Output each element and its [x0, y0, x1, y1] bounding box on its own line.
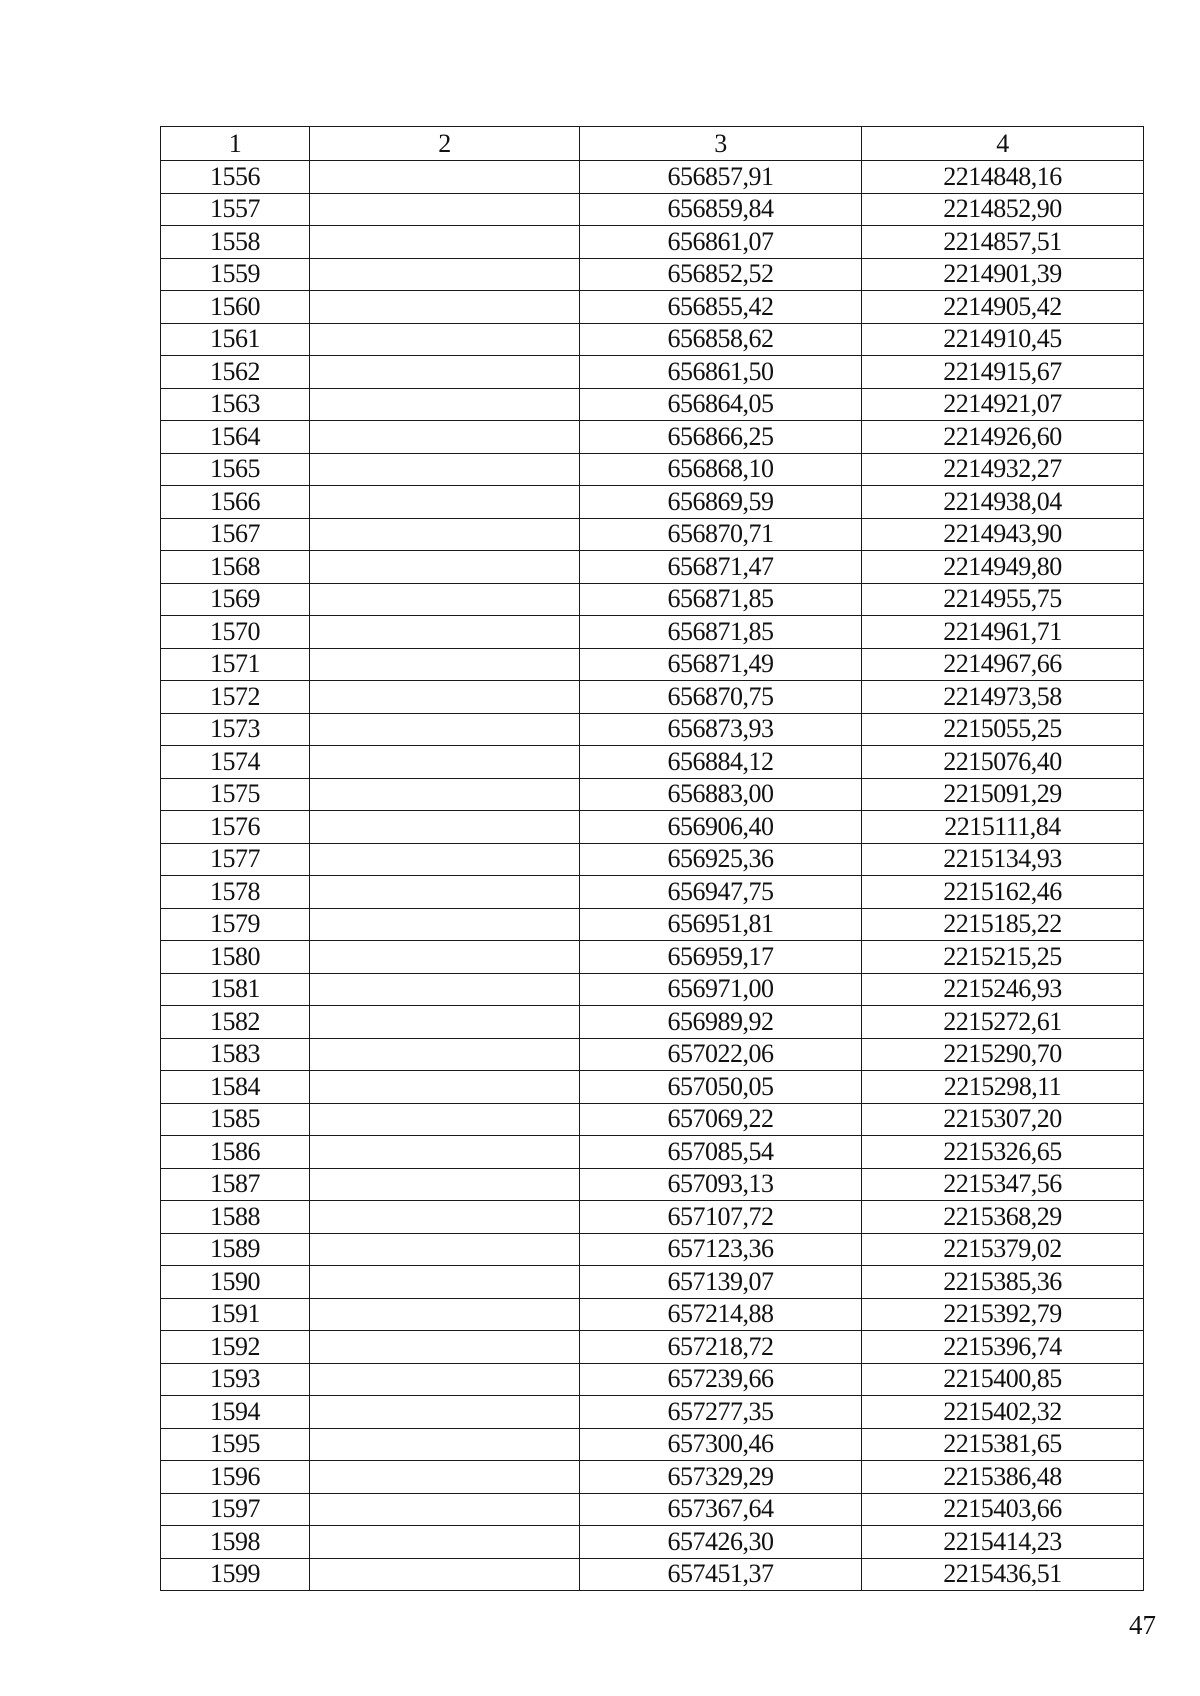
description-cell [310, 746, 580, 779]
x-coordinate-cell: 656861,50 [580, 356, 862, 389]
description-cell [310, 1558, 580, 1591]
column-header-3: 3 [580, 127, 862, 161]
point-number-cell: 1556 [161, 161, 310, 194]
table-row [161, 258, 1144, 291]
description-cell [310, 616, 580, 649]
x-coordinate-cell: 657022,06 [580, 1038, 862, 1071]
point-number-cell: 1575 [161, 778, 310, 811]
x-coordinate-cell: 657426,30 [580, 1526, 862, 1559]
x-coordinate-cell: 656855,42 [580, 291, 862, 324]
point-number-cell: 1572 [161, 681, 310, 714]
description-cell [310, 486, 580, 519]
x-coordinate-cell: 657367,64 [580, 1493, 862, 1526]
y-coordinate-cell: 2214901,39 [862, 258, 1144, 291]
x-coordinate-cell: 657093,13 [580, 1168, 862, 1201]
point-number-cell: 1566 [161, 486, 310, 519]
y-coordinate-cell: 2215215,25 [862, 941, 1144, 974]
table-row [161, 1493, 1144, 1526]
table-row [161, 843, 1144, 876]
description-cell [310, 421, 580, 454]
x-coordinate-cell: 656947,75 [580, 876, 862, 909]
description-cell [310, 583, 580, 616]
description-cell [310, 161, 580, 194]
table-row [161, 421, 1144, 454]
x-coordinate-cell: 657069,22 [580, 1103, 862, 1136]
point-number-cell: 1580 [161, 941, 310, 974]
y-coordinate-cell: 2215386,48 [862, 1461, 1144, 1494]
point-number-cell: 1590 [161, 1266, 310, 1299]
description-cell [310, 388, 580, 421]
point-number-cell: 1576 [161, 811, 310, 844]
y-coordinate-cell: 2214961,71 [862, 616, 1144, 649]
x-coordinate-cell: 657214,88 [580, 1298, 862, 1331]
description-cell [310, 291, 580, 324]
y-coordinate-cell: 2214926,60 [862, 421, 1144, 454]
point-number-cell: 1595 [161, 1428, 310, 1461]
x-coordinate-cell: 656971,00 [580, 973, 862, 1006]
page-number: 47 [1129, 1610, 1156, 1640]
point-number-cell: 1593 [161, 1363, 310, 1396]
x-coordinate-cell: 656925,36 [580, 843, 862, 876]
y-coordinate-cell: 2214943,90 [862, 518, 1144, 551]
point-number-cell: 1599 [161, 1558, 310, 1591]
y-coordinate-cell: 2215368,29 [862, 1201, 1144, 1234]
table-row [161, 583, 1144, 616]
x-coordinate-cell: 656858,62 [580, 323, 862, 356]
y-coordinate-cell: 2214955,75 [862, 583, 1144, 616]
x-coordinate-cell: 656864,05 [580, 388, 862, 421]
y-coordinate-cell: 2215402,32 [862, 1396, 1144, 1429]
description-cell [310, 1363, 580, 1396]
x-coordinate-cell: 656871,47 [580, 551, 862, 584]
table-row [161, 648, 1144, 681]
y-coordinate-cell: 2215326,65 [862, 1136, 1144, 1169]
x-coordinate-cell: 656859,84 [580, 193, 862, 226]
description-cell [310, 1298, 580, 1331]
table-row [161, 1331, 1144, 1364]
description-cell [310, 193, 580, 226]
description-cell [310, 323, 580, 356]
description-cell [310, 811, 580, 844]
table-row [161, 941, 1144, 974]
description-cell [310, 356, 580, 389]
description-cell [310, 1461, 580, 1494]
y-coordinate-cell: 2214949,80 [862, 551, 1144, 584]
point-number-cell: 1569 [161, 583, 310, 616]
y-coordinate-cell: 2215414,23 [862, 1526, 1144, 1559]
description-cell [310, 1103, 580, 1136]
point-number-cell: 1563 [161, 388, 310, 421]
table-row [161, 1298, 1144, 1331]
point-number-cell: 1586 [161, 1136, 310, 1169]
table-row [161, 811, 1144, 844]
description-cell [310, 1201, 580, 1234]
point-number-cell: 1557 [161, 193, 310, 226]
description-cell [310, 713, 580, 746]
x-coordinate-cell: 656883,00 [580, 778, 862, 811]
point-number-cell: 1561 [161, 323, 310, 356]
x-coordinate-cell: 656871,85 [580, 583, 862, 616]
point-number-cell: 1592 [161, 1331, 310, 1364]
table-row [161, 908, 1144, 941]
x-coordinate-cell: 656871,49 [580, 648, 862, 681]
point-number-cell: 1583 [161, 1038, 310, 1071]
x-coordinate-cell: 656870,71 [580, 518, 862, 551]
point-number-cell: 1578 [161, 876, 310, 909]
description-cell [310, 551, 580, 584]
x-coordinate-cell: 657451,37 [580, 1558, 862, 1591]
x-coordinate-cell: 656852,52 [580, 258, 862, 291]
x-coordinate-cell: 656866,25 [580, 421, 862, 454]
description-cell [310, 681, 580, 714]
point-number-cell: 1584 [161, 1071, 310, 1104]
y-coordinate-cell: 2215307,20 [862, 1103, 1144, 1136]
table-row [161, 486, 1144, 519]
description-cell [310, 1038, 580, 1071]
x-coordinate-cell: 657107,72 [580, 1201, 862, 1234]
table-row [161, 518, 1144, 551]
y-coordinate-cell: 2214852,90 [862, 193, 1144, 226]
y-coordinate-cell: 2215076,40 [862, 746, 1144, 779]
y-coordinate-cell: 2215246,93 [862, 973, 1144, 1006]
table-body [161, 161, 1144, 1591]
column-header-4: 4 [862, 127, 1144, 161]
table-row [161, 1006, 1144, 1039]
column-header-2: 2 [310, 127, 580, 161]
y-coordinate-cell: 2214848,16 [862, 161, 1144, 194]
description-cell [310, 941, 580, 974]
description-cell [310, 648, 580, 681]
table-row [161, 291, 1144, 324]
y-coordinate-cell: 2215055,25 [862, 713, 1144, 746]
description-cell [310, 908, 580, 941]
x-coordinate-cell: 656869,59 [580, 486, 862, 519]
y-coordinate-cell: 2215400,85 [862, 1363, 1144, 1396]
y-coordinate-cell: 2214857,51 [862, 226, 1144, 259]
description-cell [310, 1266, 580, 1299]
y-coordinate-cell: 2214938,04 [862, 486, 1144, 519]
x-coordinate-cell: 656871,85 [580, 616, 862, 649]
description-cell [310, 1233, 580, 1266]
description-cell [310, 1526, 580, 1559]
table-row [161, 1103, 1144, 1136]
point-number-cell: 1558 [161, 226, 310, 259]
table-row [161, 1558, 1144, 1591]
table-row [161, 616, 1144, 649]
x-coordinate-cell: 656906,40 [580, 811, 862, 844]
point-number-cell: 1582 [161, 1006, 310, 1039]
y-coordinate-cell: 2215111,84 [862, 811, 1144, 844]
table-row [161, 388, 1144, 421]
x-coordinate-cell: 657239,66 [580, 1363, 862, 1396]
point-number-cell: 1574 [161, 746, 310, 779]
point-number-cell: 1598 [161, 1526, 310, 1559]
point-number-cell: 1560 [161, 291, 310, 324]
table-header-row [161, 127, 1144, 161]
description-cell [310, 876, 580, 909]
point-number-cell: 1588 [161, 1201, 310, 1234]
description-cell [310, 1428, 580, 1461]
x-coordinate-cell: 657329,29 [580, 1461, 862, 1494]
y-coordinate-cell: 2214905,42 [862, 291, 1144, 324]
table-row [161, 1428, 1144, 1461]
y-coordinate-cell: 2214915,67 [862, 356, 1144, 389]
y-coordinate-cell: 2215290,70 [862, 1038, 1144, 1071]
y-coordinate-cell: 2215381,65 [862, 1428, 1144, 1461]
description-cell [310, 1168, 580, 1201]
point-number-cell: 1568 [161, 551, 310, 584]
x-coordinate-cell: 657139,07 [580, 1266, 862, 1299]
table-row [161, 226, 1144, 259]
x-coordinate-cell: 656884,12 [580, 746, 862, 779]
table-row [161, 323, 1144, 356]
point-number-cell: 1577 [161, 843, 310, 876]
y-coordinate-cell: 2215385,36 [862, 1266, 1144, 1299]
point-number-cell: 1559 [161, 258, 310, 291]
description-cell [310, 1136, 580, 1169]
point-number-cell: 1573 [161, 713, 310, 746]
point-number-cell: 1571 [161, 648, 310, 681]
y-coordinate-cell: 2215403,66 [862, 1493, 1144, 1526]
x-coordinate-cell: 656868,10 [580, 453, 862, 486]
x-coordinate-cell: 657218,72 [580, 1331, 862, 1364]
description-cell [310, 1071, 580, 1104]
table-row [161, 681, 1144, 714]
description-cell [310, 258, 580, 291]
table-row [161, 193, 1144, 226]
x-coordinate-cell: 656989,92 [580, 1006, 862, 1039]
point-number-cell: 1581 [161, 973, 310, 1006]
y-coordinate-cell: 2214973,58 [862, 681, 1144, 714]
point-number-cell: 1587 [161, 1168, 310, 1201]
table-row [161, 1136, 1144, 1169]
y-coordinate-cell: 2215162,46 [862, 876, 1144, 909]
table-row [161, 1526, 1144, 1559]
description-cell [310, 1493, 580, 1526]
x-coordinate-cell: 656959,17 [580, 941, 862, 974]
table-row [161, 356, 1144, 389]
point-number-cell: 1570 [161, 616, 310, 649]
y-coordinate-cell: 2215272,61 [862, 1006, 1144, 1039]
x-coordinate-cell: 657085,54 [580, 1136, 862, 1169]
x-coordinate-cell: 657123,36 [580, 1233, 862, 1266]
description-cell [310, 843, 580, 876]
point-number-cell: 1564 [161, 421, 310, 454]
point-number-cell: 1567 [161, 518, 310, 551]
coordinates-table [160, 126, 1144, 1591]
description-cell [310, 518, 580, 551]
y-coordinate-cell: 2214921,07 [862, 388, 1144, 421]
table-row [161, 778, 1144, 811]
point-number-cell: 1585 [161, 1103, 310, 1136]
point-number-cell: 1589 [161, 1233, 310, 1266]
table-row [161, 1201, 1144, 1234]
point-number-cell: 1591 [161, 1298, 310, 1331]
point-number-cell: 1596 [161, 1461, 310, 1494]
description-cell [310, 1331, 580, 1364]
point-number-cell: 1565 [161, 453, 310, 486]
description-cell [310, 973, 580, 1006]
point-number-cell: 1579 [161, 908, 310, 941]
table-row [161, 973, 1144, 1006]
y-coordinate-cell: 2215091,29 [862, 778, 1144, 811]
column-header-1: 1 [161, 127, 310, 161]
table-row [161, 1038, 1144, 1071]
table-row [161, 1168, 1144, 1201]
y-coordinate-cell: 2215392,79 [862, 1298, 1144, 1331]
table-row [161, 713, 1144, 746]
x-coordinate-cell: 656861,07 [580, 226, 862, 259]
y-coordinate-cell: 2214910,45 [862, 323, 1144, 356]
table-row [161, 746, 1144, 779]
x-coordinate-cell: 656951,81 [580, 908, 862, 941]
table-row [161, 1363, 1144, 1396]
y-coordinate-cell: 2215185,22 [862, 908, 1144, 941]
y-coordinate-cell: 2215347,56 [862, 1168, 1144, 1201]
y-coordinate-cell: 2215134,93 [862, 843, 1144, 876]
description-cell [310, 778, 580, 811]
x-coordinate-cell: 657300,46 [580, 1428, 862, 1461]
description-cell [310, 453, 580, 486]
point-number-cell: 1594 [161, 1396, 310, 1429]
table-row [161, 876, 1144, 909]
table-row [161, 551, 1144, 584]
point-number-cell: 1562 [161, 356, 310, 389]
table-row [161, 1233, 1144, 1266]
y-coordinate-cell: 2215379,02 [862, 1233, 1144, 1266]
description-cell [310, 1396, 580, 1429]
description-cell [310, 226, 580, 259]
table-row [161, 453, 1144, 486]
table-row [161, 1071, 1144, 1104]
y-coordinate-cell: 2215298,11 [862, 1071, 1144, 1104]
y-coordinate-cell: 2214967,66 [862, 648, 1144, 681]
x-coordinate-cell: 657277,35 [580, 1396, 862, 1429]
x-coordinate-cell: 657050,05 [580, 1071, 862, 1104]
x-coordinate-cell: 656857,91 [580, 161, 862, 194]
x-coordinate-cell: 656873,93 [580, 713, 862, 746]
table-row [161, 1266, 1144, 1299]
table-row [161, 1396, 1144, 1429]
y-coordinate-cell: 2215396,74 [862, 1331, 1144, 1364]
point-number-cell: 1597 [161, 1493, 310, 1526]
description-cell [310, 1006, 580, 1039]
y-coordinate-cell: 2214932,27 [862, 453, 1144, 486]
table-row [161, 1461, 1144, 1494]
y-coordinate-cell: 2215436,51 [862, 1558, 1144, 1591]
table-row [161, 161, 1144, 194]
x-coordinate-cell: 656870,75 [580, 681, 862, 714]
